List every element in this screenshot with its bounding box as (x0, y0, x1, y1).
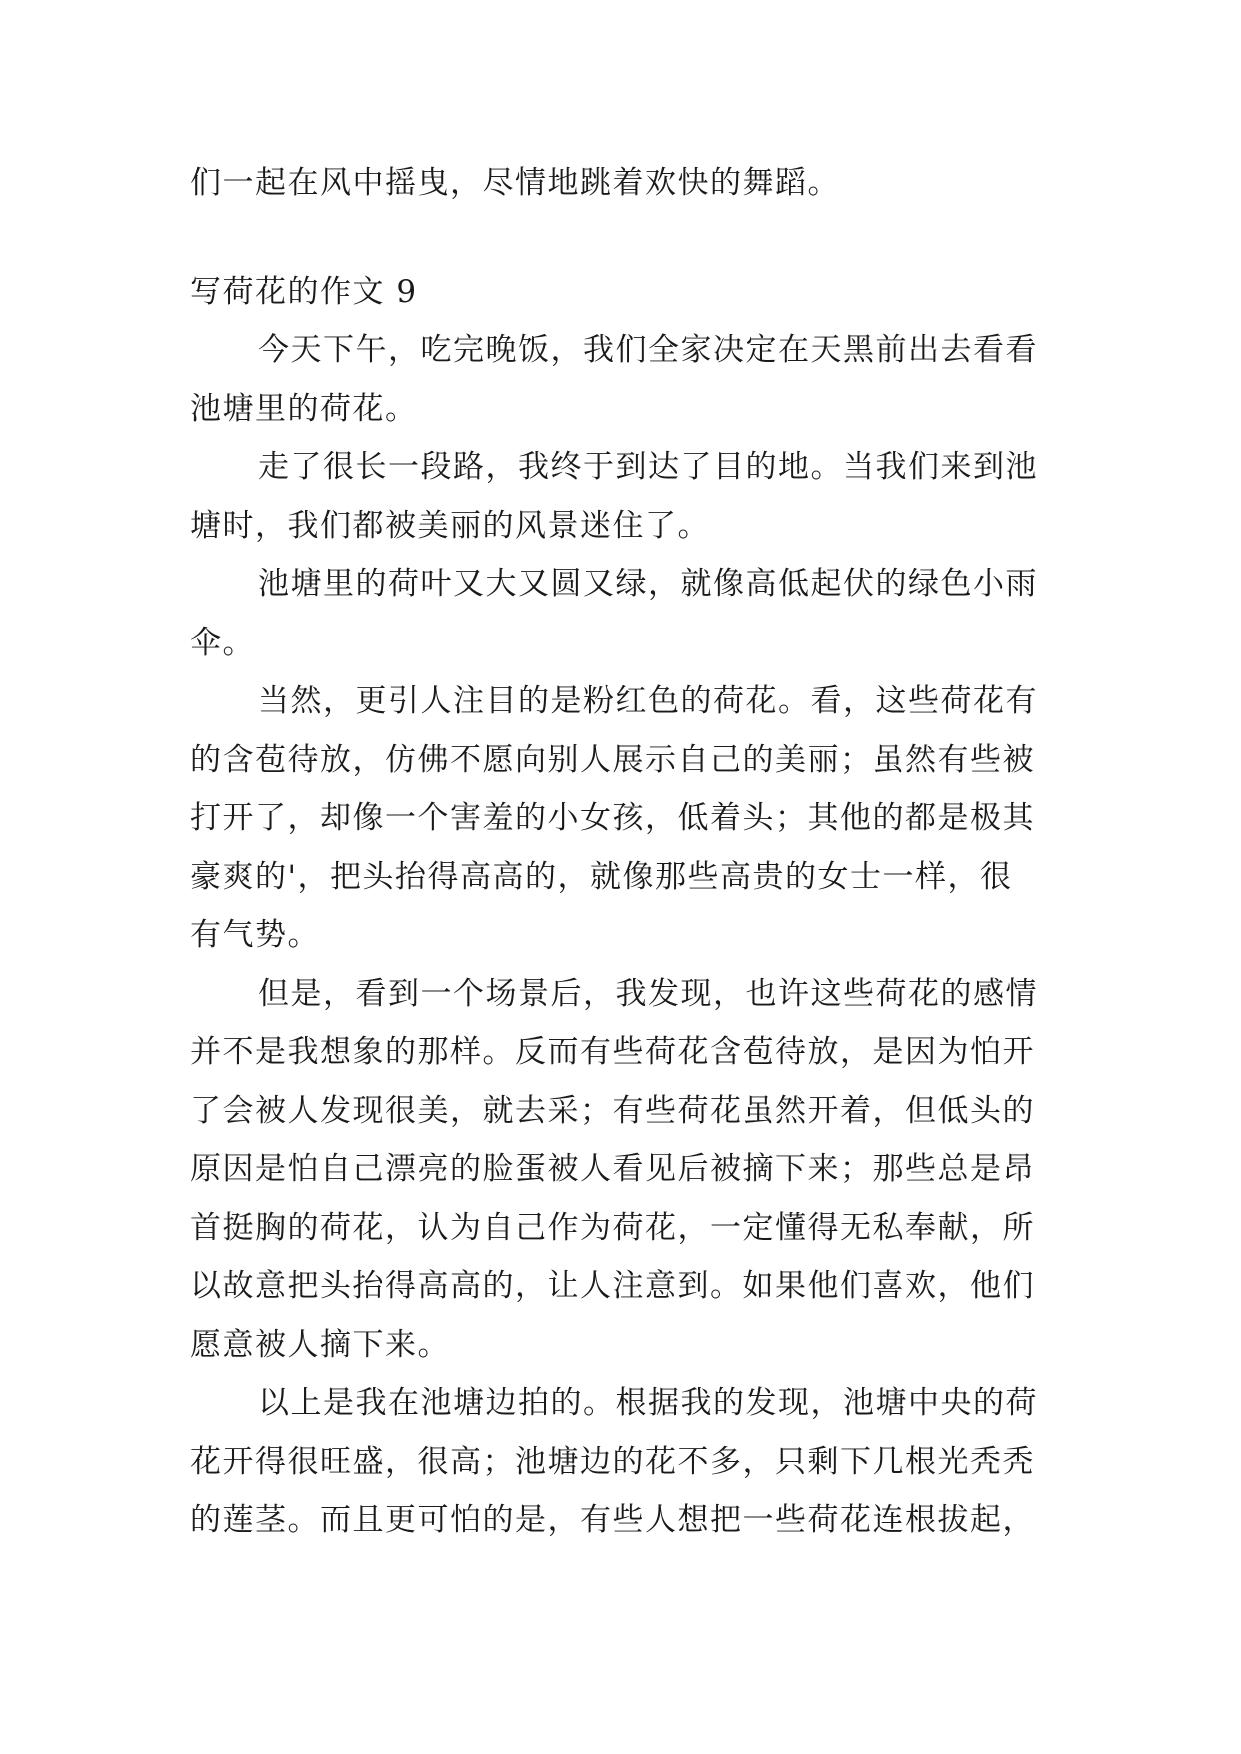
text-line: 但是，看到一个场景后，我发现，也许这些荷花的感情 (258, 975, 1038, 1012)
text-line: 们一起在风中摇曳，尽情地跳着欢快的舞蹈。 (190, 165, 840, 201)
text-line: 的莲茎。而且更可怕的是，有些人想把一些荷花连根拔起， (190, 1502, 1035, 1538)
text-line: 的含苞待放，仿佛不愿向别人展示自己的美丽；虽然有些被 (190, 741, 1035, 778)
paragraph-gap (190, 213, 1050, 263)
text-line: 走了很长一段路，我终于到达了目的地。当我们来到池 (258, 449, 1038, 485)
text-line: 豪爽的'，把头抬得高高的，就像那些高贵的女士一样，很 (190, 858, 1013, 895)
text-line: 池塘里的荷叶又大又圆又绿，就像高低起伏的绿色小雨 (258, 566, 1038, 602)
text-line: 池塘里的荷花。 (190, 390, 418, 427)
text-line: 当然，更引人注目的是粉红色的荷花。看，这些荷花有 (258, 683, 1038, 719)
text-line: 原因是怕自己漂亮的脸蛋被人看见后被摘下来；那些总是昂 (190, 1151, 1035, 1187)
essay-title: 写荷花的作文 9 (190, 273, 418, 310)
document-body (190, 154, 1050, 1550)
text-line: 首挺胸的荷花，认为自己作为荷花，一定懂得无私奉献，所 (190, 1209, 1035, 1246)
text-line: 伞。 (190, 624, 255, 661)
text-line: 打开了，却像一个害羞的小女孩，低着头；其他的都是极其 (190, 800, 1035, 836)
text-line: 塘时，我们都被美丽的风景迷住了。 (190, 507, 710, 544)
text-line: 并不是我想象的那样。反而有些荷花含苞待放，是因为怕开 (190, 1034, 1035, 1070)
text-line: 以故意把头抬得高高的，让人注意到。如果他们喜欢，他们 (190, 1268, 1035, 1304)
text-line: 愿意被人摘下来。 (190, 1326, 450, 1363)
text-line: 有气势。 (190, 917, 320, 953)
text-line: 以上是我在池塘边拍的。根据我的发现，池塘中央的荷 (258, 1385, 1038, 1421)
text-line: 今天下午，吃完晚饭，我们全家决定在天黑前出去看看 (258, 332, 1038, 368)
text-line: 花开得很旺盛，很高；池塘边的花不多，只剩下几根光秃秃 (190, 1443, 1035, 1480)
text-line: 了会被人发现很美，就去采；有些荷花虽然开着，但低头的 (190, 1092, 1035, 1129)
